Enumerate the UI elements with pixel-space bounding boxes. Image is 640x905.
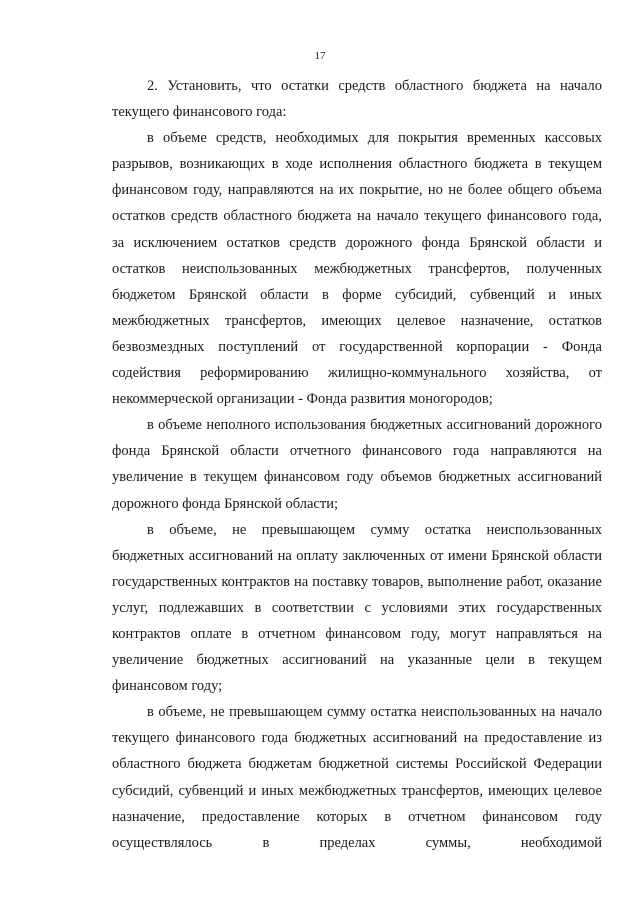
- document-body: [112, 73, 602, 856]
- paragraph-2: в объеме средств, необходимых для покрытия временных кассовых разрывов, возникающих в ходе исполнения областного бюджета в текущем финансовом году, направляются на их покрытие, но не более общего объема остатков средств областного бюджета на начало текущего финансового года, за исключением остатков средств дорожного фонда Брянской области и остатков неиспользованных межбюджетных трансфертов, полученных бюджетом Брянской области в форме субсидий, субвенций и иных межбюджетных трансфертов, имеющих целевое назначение, остатков безвозмездных поступлений от государственной корпорации - Фонда содействия реформированию жилищно-коммунального хозяйства, от некоммерческой организации - Фонда развития моногородов;: [112, 130, 602, 408]
- paragraph-4: в объеме, не превышающем сумму остатка неиспользованных бюджетных ассигнований на оплату заключенных от имени Брянской области государственных контрактов на поставку товаров, выполнение работ, оказание услуг, подлежавших в соответствии с условиями этих государственных контрактов оплате в отчетном финансовом году, могут направляться на увеличение бюджетных ассигнований на указанные цели в текущем финансовом году;: [112, 521, 602, 695]
- paragraph-1: 2. Установить, что остатки средств областного бюджета на начало текущего финансового года:: [112, 78, 602, 121]
- paragraph-5: в объеме, не превышающем сумму остатка неиспользованных на начало текущего финансового года бюджетных ассигнований на предоставление из областного бюджета бюджетам бюджетной системы Российской Федерации субсидий, субвенций и иных межбюджетных трансфертов, имеющих целевое назначение, предоставление которых в отчетном финансовом году осуществлялось в пределах суммы, необходимой: [112, 704, 602, 851]
- paragraph-3: в объеме неполного использования бюджетных ассигнований дорожного фонда Брянской области отчетного финансового года направляются на увеличение в текущем финансовом году объемов бюджетных ассигнований дорожного фонда Брянской области;: [112, 417, 602, 512]
- page-number: 17: [314, 50, 326, 62]
